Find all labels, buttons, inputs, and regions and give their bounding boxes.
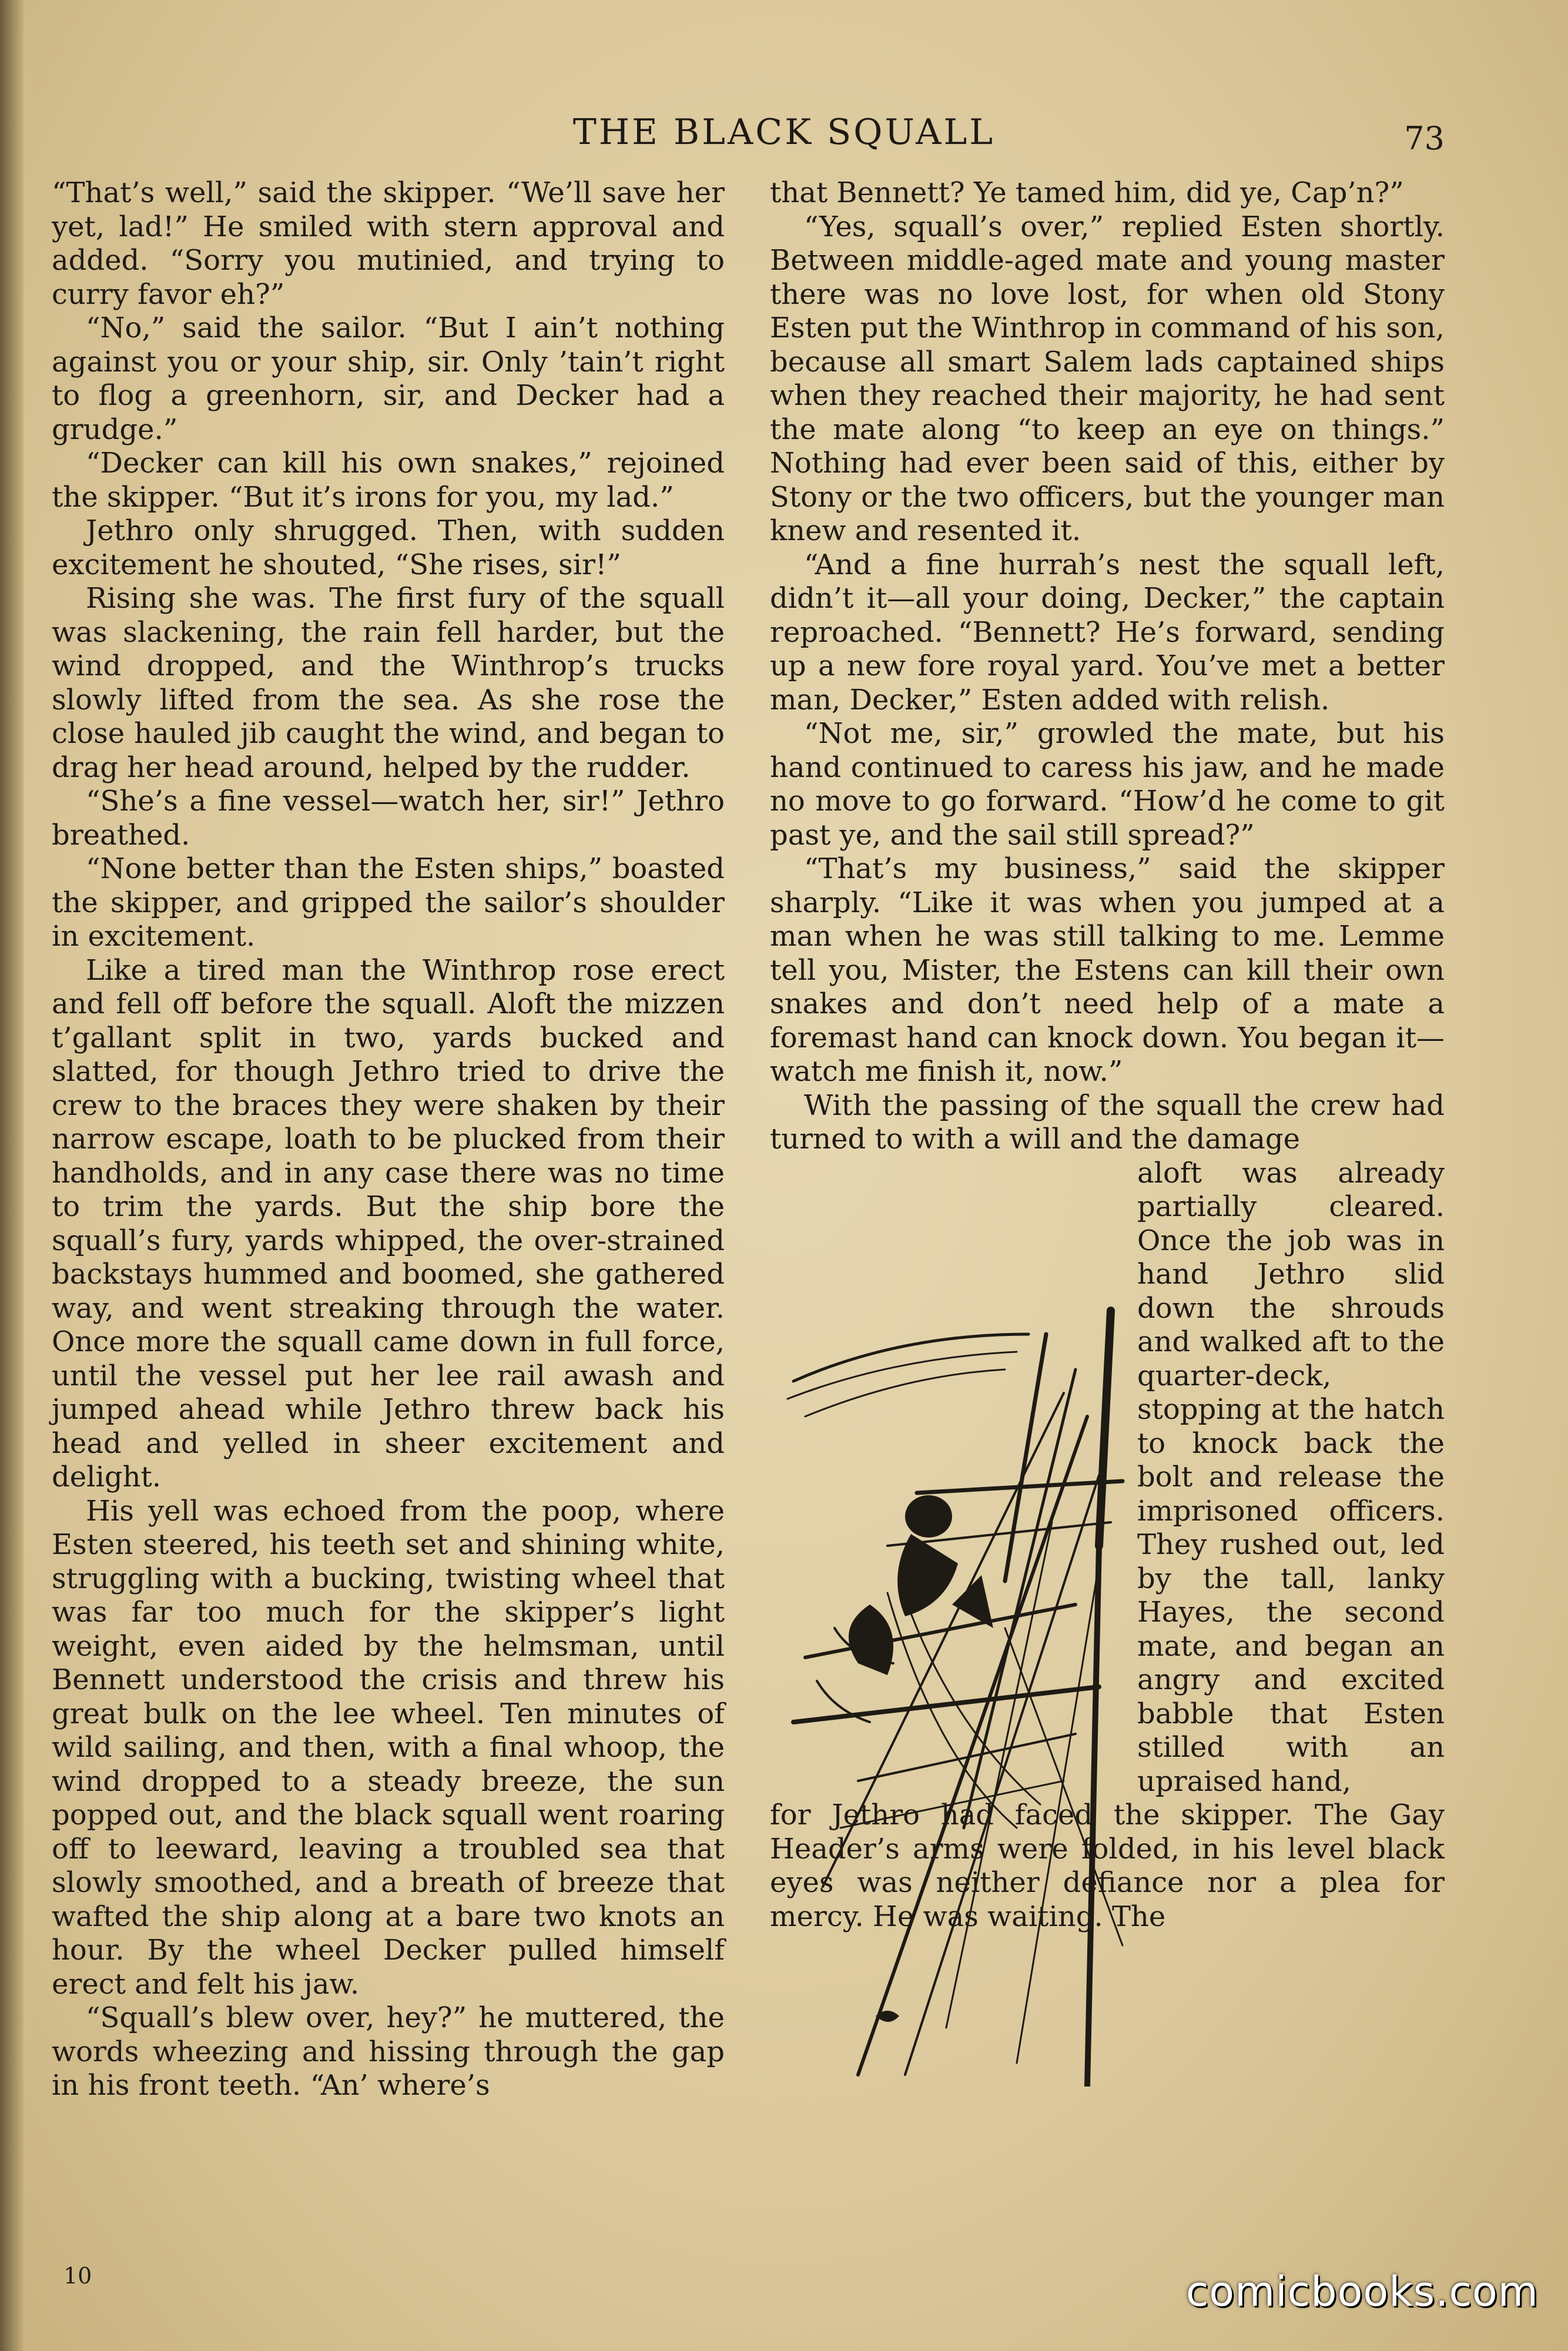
paragraph: Rising she was. The first fury of the squall was slackening, the rain fell harder, but the wind dropped, and the Winthrop’s trucks slowly lifted from the sea. As she rose the close hauled jib caught the wind, and began to drag her head around, helped by the rudder. [52, 582, 725, 784]
paragraph: “Decker can kill his own snakes,” rejoined the skipper. “But it’s irons for you, my lad.” [52, 447, 725, 514]
paragraph-beside-illustration: aloft was already partially cleared. Once the job was in hand Jethro slid down the shrouds and walked aft to the quarter-deck, stopping at the hatch to knock back the bolt and release the imprisoned officers. They rushed out, led by the tall, lanky Hayes, the second mate, and began an angry and excited babble that Esten stilled with an upraised hand, [1137, 1156, 1445, 1798]
page-header [0, 112, 1568, 159]
paragraph: “And a fine hurrah’s nest the squall left, didn’t it—all your doing, Decker,” the captain reproached. “Bennett? He’s forward, sending up a new fore royal yard. You’ve met a better man, Decker,” Esten added with relish. [770, 548, 1445, 716]
paragraph: Jethro only shrugged. Then, with sudden excitement he shouted, “She rises, sir!” [52, 514, 725, 581]
paragraph: for Jethro had faced the skipper. The Gay Header’s arms were folded, in his level black eyes was neither defiance nor a plea for mercy. He was waiting. The [770, 1799, 1445, 1933]
paragraph: “Not me, sir,” growled the mate, but his hand continued to caress his jaw, and he made no move to go forward. “How’d he come to git past ye, and the sail still spread?” [770, 717, 1445, 852]
left-column [52, 176, 725, 2103]
site-watermark: comicbooks.com [1185, 2268, 1539, 2316]
paragraph: “Squall’s blew over, hey?” he muttered, the words wheezing and hissing through the gap in his front teeth. “An’ where’s [52, 2001, 725, 2102]
paragraph: “Yes, squall’s over,” replied Esten shortly. Between middle-aged mate and young master there was no love lost, for when old Stony Esten put the Winthrop in command of his son, because all smart Salem lads captained ships when they reached their majority, he had sent the mate along “to keep an eye on things.” Nothing had ever been said of this, either by Stony or the two officers, but the younger man knew and resented it. [770, 210, 1445, 547]
paragraph: With the passing of the squall the crew had turned to with a will and the damage [770, 1089, 1445, 1156]
page-spine-shadow [0, 0, 24, 2351]
paragraph: “None better than the Esten ships,” boasted the skipper, and gripped the sailor’s shoulder in excitement. [52, 852, 725, 953]
paragraph: “That’s my business,” said the skipper sharply. “Like it was when you jumped at a man when he was still talking to me. Lemme tell you, Mister, the Estens can kill their own snakes and don’t need help of a mate a foremast hand can knock down. You began it—watch me finish it, now.” [770, 852, 1445, 1088]
folio-signature: 10 [63, 2263, 92, 2289]
paragraph: His yell was echoed from the poop, where Esten steered, his teeth set and shining white, struggling with a bucking, twisting wheel that was far too much for the skipper’s light weight, even aided by the helmsman, until Bennett understood the crisis and threw his great bulk on the lee wheel. Ten minutes of wild sailing, and then, with a final whoop, the wind dropped to a steady breeze, the sun popped out, and the black squall went roaring off to leeward, leaving a troubled sea that slowly smoothed, and a breath of breeze that wafted the ship along at a bare two knots an hour. By the wheel Decker pulled himself erect and felt his jaw. [52, 1494, 725, 2001]
running-title: THE BLACK SQUALL [572, 112, 996, 153]
paragraph: that Bennett? Ye tamed him, did ye, Cap’n?” [770, 176, 1404, 209]
paragraph: “No,” said the sailor. “But I ain’t nothing against you or your ship, sir. Only ’tain’t right to flog a greenhorn, sir, and Decker had a grudge.” [52, 312, 725, 446]
paragraph: Like a tired man the Winthrop rose erect and fell off before the squall. Aloft the mizzen t’gallant split in two, yards bucked and slatted, for though Jethro tried to drive the crew to the braces they were shaken by their narrow escape, loath to be plucked from their handholds, and in any case there was no time to trim the yards. But the ship bore the squall’s fury, yards whipped, the over-strained backstays hummed and boomed, she gathered way, and went streaking through the water. Once more the squall came down in full force, until the vessel put her lee rail awash and jumped ahead while Jethro threw back his head and yelled in sheer excitement and delight. [52, 953, 725, 1493]
ship-rigging-illustration [770, 1299, 1128, 2087]
page-number: 73 [1404, 120, 1445, 157]
paragraph: “That’s well,” said the skipper. “We’ll save her yet, lad!” He smiled with stern approval and added. “Sorry you mutinied, and trying to curry favor eh?” [52, 176, 725, 311]
paragraph: “She’s a fine vessel—watch her, sir!” Jethro breathed. [52, 785, 725, 852]
